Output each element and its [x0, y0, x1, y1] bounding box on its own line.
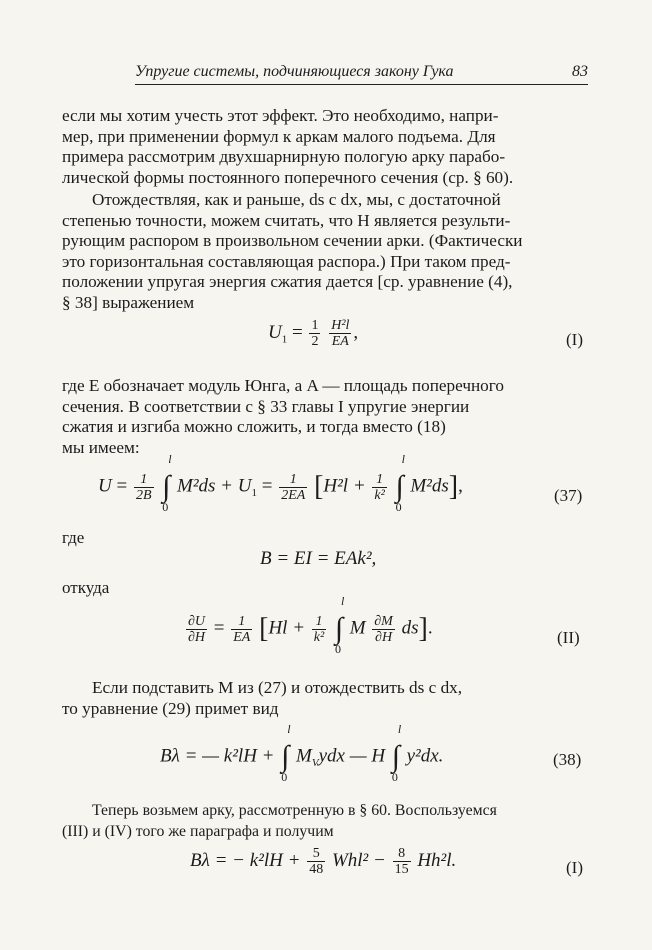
integral-sign: ∫ l 0: [162, 452, 172, 514]
equation-final-label: (I): [566, 858, 583, 877]
paragraph-line: положении упругая энергия сжатия дается [ср. уравнение (4),: [62, 272, 513, 292]
header-title: Упругие системы, подчиняющиеся закону Гука: [135, 63, 454, 80]
eq1-frac-2: $\frac{\text{H²l}}{EA}$: [331, 318, 350, 349]
eq-final-frac-2: $\frac{8}{15}$: [394, 846, 409, 877]
equation-2: [184, 594, 433, 656]
eq38-lhs: Bλ = — k²lH +: [160, 745, 275, 767]
paragraph-line: Теперь возьмем арку, рассмотренную в § 60. Воспользуемся: [92, 802, 497, 819]
eq2-m: M: [349, 617, 366, 639]
paragraph-line: примера рассмотрим двухшарнирную пологую арку парабо-: [62, 147, 506, 167]
left-bracket: [: [259, 613, 269, 644]
eq2-term: Hl +: [268, 617, 306, 639]
eq2-ds: ds: [401, 617, 419, 639]
eq37-sub: 1: [251, 487, 257, 500]
paragraph-line: лической формы постоянного поперечного сечения (ср. § 60).: [62, 167, 514, 187]
paragraph-line: (III) и (IV) того же параграфа и получим: [62, 822, 334, 840]
running-header: [135, 62, 588, 85]
page-number: 83: [572, 63, 588, 80]
equation-38: [160, 722, 444, 784]
paragraph-line: Если подставить M из (27) и отождествить ds с dx,: [92, 678, 463, 697]
integral-sign: ∫ l 0: [334, 594, 345, 656]
word-otkuda: откуда: [62, 578, 110, 597]
eq2-frac-3: $\frac{1}{\text{k²}}$: [313, 613, 325, 645]
eq1-tail: ,: [353, 321, 359, 343]
paragraph-line: мер, при применении формул к аркам малого подъема. Для: [62, 126, 496, 146]
integral-sign: ∫ l 0: [395, 452, 405, 514]
eq1-equals: =: [291, 321, 303, 343]
paragraph-line: Отождествляя, как и раньше, ds с dx, мы, с достаточной: [92, 190, 501, 209]
eq37-lhs: U: [98, 475, 112, 497]
word-gde: где: [62, 528, 85, 547]
equation-38-label: (38): [553, 750, 582, 769]
paragraph-line: сечения. В соответствии с § 33 главы I упругие энергии: [62, 396, 470, 416]
eq37-equals-1: =: [116, 475, 128, 497]
right-bracket: ]: [448, 471, 459, 502]
paragraph-3: [62, 376, 588, 458]
eq-final-term-2: Hh²l.: [417, 849, 457, 871]
equation-1: [268, 318, 358, 349]
integral-sign: ∫ l 0: [391, 722, 402, 784]
paragraph-line: сжатия и изгиба можно сложить, и тогда вместо (18): [62, 417, 446, 437]
eq1-frac-1: $\frac{1}{2}$: [311, 318, 319, 349]
eq37-frac-1: $\frac{1}{2B}$: [135, 471, 152, 503]
paragraph-line: рующим распором в произвольном сечении арки. (Фактически: [62, 231, 523, 251]
eq1-lhs: U: [268, 321, 282, 343]
equation-B: B = EI = EAk²,: [260, 548, 377, 569]
eq1-sub: 1: [281, 333, 288, 346]
paragraph-1: [62, 106, 588, 188]
integral-sign: ∫ l 0: [281, 722, 291, 784]
equation-final: [190, 846, 456, 877]
eq2-frac-4: $\frac{\partial M}{\partial H}$: [374, 613, 393, 645]
eq2-tail: .: [427, 617, 433, 639]
eq-final-term-1: Whl² −: [331, 849, 386, 871]
equation-37: [98, 452, 463, 514]
paragraph-line: где E обозначает модуль Юнга, а A — площадь поперечного: [62, 376, 504, 395]
eq37-frac-3: $\frac{1}{\text{k²}}$: [374, 471, 385, 503]
eq2-equals: =: [213, 617, 225, 639]
right-bracket: ]: [418, 613, 428, 644]
paragraph-line: то уравнение (29) примет вид: [62, 698, 279, 718]
eq37-equals-2: =: [261, 475, 273, 497]
paragraph-line: степенью точности, можем считать, что H является результи-: [62, 210, 511, 230]
equation-2-label: (II): [557, 628, 580, 647]
eq37-term-3: M²ds: [410, 475, 449, 497]
paragraph-5: [62, 678, 588, 719]
paragraph-line: это горизонтальная составляющая распора.) При таком пред-: [62, 251, 511, 271]
eq37-term-2: H²l +: [323, 475, 366, 497]
eq38-sub: V: [311, 757, 319, 770]
paragraph-6: [62, 801, 588, 842]
equation-1-label: (I): [566, 330, 583, 349]
paragraph-line: § 38] выражением: [62, 292, 195, 312]
eq37-term-1: M²ds + U: [177, 475, 252, 497]
eq2-frac-2: $\frac{1}{EA}$: [233, 613, 251, 645]
paragraph-line: мы имеем:: [62, 437, 140, 457]
equation-37-label: (37): [554, 486, 583, 505]
eq2-frac-1: $\frac{\partial U}{\partial H}$: [188, 613, 206, 645]
eq38-mid-2: ydx — H: [318, 745, 386, 767]
eq37-tail: ,: [458, 475, 463, 497]
left-bracket: [: [314, 471, 324, 502]
eq37-frac-2: $\frac{1}{2EA}$: [281, 471, 306, 503]
eq-final-lhs: Bλ = − k²lH +: [190, 849, 301, 871]
paragraph-line: если мы хотим учесть этот эффект. Это необходимо, напри-: [62, 106, 499, 125]
eq-final-frac-1: $\frac{5}{48}$: [309, 846, 324, 877]
paragraph-2: [62, 190, 588, 314]
eq38-end: y²dx.: [406, 745, 444, 767]
eq38-mid: M: [296, 745, 312, 767]
